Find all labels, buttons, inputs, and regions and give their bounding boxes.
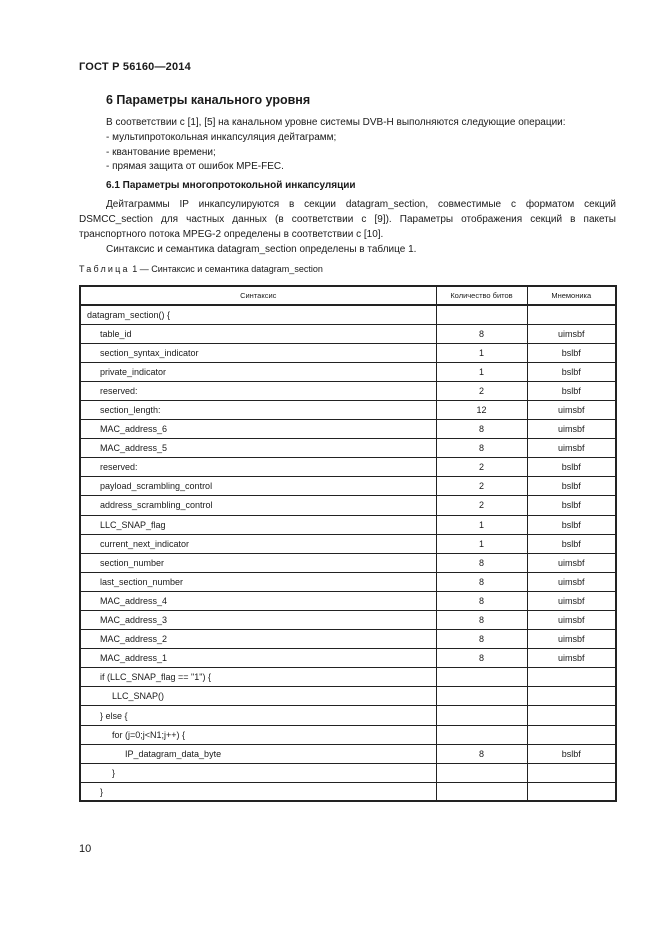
page-number: 10	[79, 843, 92, 855]
table-row	[80, 763, 616, 782]
mnemonic-cell: uimsbf	[527, 572, 616, 591]
table-row	[80, 572, 616, 591]
syntax-cell: datagram_section() {	[80, 305, 436, 324]
mnemonic-cell: bslbf	[527, 381, 616, 400]
bits-cell: 8	[436, 744, 527, 763]
bits-cell: 1	[436, 343, 527, 362]
syntax-cell: reserved:	[80, 458, 436, 477]
section-heading: 6 Параметры канального уровня	[106, 93, 311, 107]
standard-designation: ГОСТ Р 56160—2014	[79, 61, 191, 73]
bits-cell: 12	[436, 400, 527, 419]
bits-cell	[436, 687, 527, 706]
mnemonic-cell: bslbf	[527, 515, 616, 534]
syntax-cell: section_length:	[80, 400, 436, 419]
syntax-cell: MAC_address_6	[80, 420, 436, 439]
table-row	[80, 343, 616, 362]
mnemonic-cell	[527, 668, 616, 687]
table-row	[80, 725, 616, 744]
table-row	[80, 381, 616, 400]
syntax-cell: LLC_SNAP()	[80, 687, 436, 706]
bits-cell: 8	[436, 324, 527, 343]
subsection-body	[79, 197, 616, 257]
bits-cell: 8	[436, 649, 527, 668]
mnemonic-cell	[527, 763, 616, 782]
syntax-cell: } else {	[80, 706, 436, 725]
table-row	[80, 687, 616, 706]
mnemonic-cell: uimsbf	[527, 324, 616, 343]
mnemonic-cell: bslbf	[527, 744, 616, 763]
table-row	[80, 630, 616, 649]
table-caption-label: Таблица	[79, 264, 130, 274]
bits-cell: 1	[436, 362, 527, 381]
syntax-cell: address_scrambling_control	[80, 496, 436, 515]
table-row	[80, 591, 616, 610]
syntax-cell: current_next_indicator	[80, 534, 436, 553]
table-row	[80, 668, 616, 687]
bits-cell: 2	[436, 458, 527, 477]
paragraph: Синтаксис и семантика datagram_section определены в таблице 1.	[106, 244, 417, 255]
operations-list	[106, 130, 616, 174]
bits-cell: 8	[436, 553, 527, 572]
mnemonic-cell: uimsbf	[527, 649, 616, 668]
bits-cell: 8	[436, 611, 527, 630]
mnemonic-cell: bslbf	[527, 458, 616, 477]
table-row	[80, 649, 616, 668]
paragraph: Дейтаграммы IP инкапсулируются в секции datagram_section, совместимые с форматом секций DSMCC_section для частных данных (в соответствии с [9]). Параметры отображения секций в пакеты транспортного потока MPEG-2 определены в соответствии с [10].	[79, 199, 616, 240]
list-item: - прямая защита от ошибок MPE-FEC.	[106, 161, 284, 172]
column-header-mnemonic: Мнемоника	[527, 286, 616, 305]
subsection-heading: 6.1 Параметры многопротокольной инкапсуляции	[106, 180, 356, 191]
syntax-cell: }	[80, 782, 436, 801]
table-header-row	[80, 286, 616, 305]
syntax-cell: MAC_address_1	[80, 649, 436, 668]
bits-cell: 8	[436, 591, 527, 610]
mnemonic-cell: bslbf	[527, 496, 616, 515]
column-header-bits: Количество битов	[436, 286, 527, 305]
syntax-cell: MAC_address_4	[80, 591, 436, 610]
table-row	[80, 782, 616, 801]
bits-cell: 8	[436, 572, 527, 591]
syntax-cell: if (LLC_SNAP_flag == "1") {	[80, 668, 436, 687]
table-row	[80, 534, 616, 553]
table-row	[80, 515, 616, 534]
syntax-cell: MAC_address_5	[80, 439, 436, 458]
mnemonic-cell	[527, 725, 616, 744]
table-caption	[79, 264, 323, 274]
syntax-cell: reserved:	[80, 381, 436, 400]
list-item: - мультипротокольная инкапсуляция дейтаграмм;	[106, 132, 337, 143]
mnemonic-cell: uimsbf	[527, 591, 616, 610]
bits-cell: 8	[436, 420, 527, 439]
syntax-cell: private_indicator	[80, 362, 436, 381]
syntax-cell: MAC_address_2	[80, 630, 436, 649]
mnemonic-cell	[527, 782, 616, 801]
table-body	[80, 305, 616, 801]
bits-cell: 2	[436, 477, 527, 496]
syntax-cell: last_section_number	[80, 572, 436, 591]
table-row	[80, 439, 616, 458]
section-intro: В соответствии с [1], [5] на канальном уровне системы DVB-H выполняются следующие операции:	[106, 117, 566, 128]
table-row	[80, 553, 616, 572]
table-row	[80, 706, 616, 725]
syntax-cell: table_id	[80, 324, 436, 343]
syntax-cell: MAC_address_3	[80, 611, 436, 630]
bits-cell: 8	[436, 439, 527, 458]
bits-cell: 8	[436, 630, 527, 649]
mnemonic-cell: uimsbf	[527, 630, 616, 649]
mnemonic-cell: bslbf	[527, 534, 616, 553]
mnemonic-cell: uimsbf	[527, 611, 616, 630]
syntax-cell: section_syntax_indicator	[80, 343, 436, 362]
bits-cell: 2	[436, 381, 527, 400]
mnemonic-cell	[527, 706, 616, 725]
syntax-cell: LLC_SNAP_flag	[80, 515, 436, 534]
bits-cell: 2	[436, 496, 527, 515]
mnemonic-cell	[527, 305, 616, 324]
syntax-table	[79, 285, 617, 802]
mnemonic-cell: bslbf	[527, 343, 616, 362]
table-row	[80, 324, 616, 343]
bits-cell	[436, 725, 527, 744]
column-header-syntax: Синтаксис	[80, 286, 436, 305]
table-row	[80, 305, 616, 324]
bits-cell	[436, 305, 527, 324]
syntax-cell: for (j=0;j<N1;j++) {	[80, 725, 436, 744]
table-caption-text: 1 — Синтаксис и семантика datagram_section	[129, 264, 323, 274]
table-row	[80, 400, 616, 419]
table-row	[80, 744, 616, 763]
bits-cell: 1	[436, 515, 527, 534]
bits-cell	[436, 763, 527, 782]
list-item: - квантование времени;	[106, 146, 216, 158]
table-row	[80, 496, 616, 515]
syntax-cell: section_number	[80, 553, 436, 572]
mnemonic-cell: uimsbf	[527, 420, 616, 439]
bits-cell	[436, 668, 527, 687]
table-row	[80, 477, 616, 496]
table-row	[80, 420, 616, 439]
mnemonic-cell: bslbf	[527, 477, 616, 496]
mnemonic-cell: uimsbf	[527, 400, 616, 419]
syntax-cell: }	[80, 763, 436, 782]
syntax-cell: payload_scrambling_control	[80, 477, 436, 496]
mnemonic-cell: uimsbf	[527, 553, 616, 572]
mnemonic-cell	[527, 687, 616, 706]
bits-cell	[436, 782, 527, 801]
bits-cell: 1	[436, 534, 527, 553]
table-row	[80, 611, 616, 630]
syntax-cell: IP_datagram_data_byte	[80, 744, 436, 763]
mnemonic-cell: bslbf	[527, 362, 616, 381]
mnemonic-cell: uimsbf	[527, 439, 616, 458]
table-row	[80, 458, 616, 477]
bits-cell	[436, 706, 527, 725]
table-row	[80, 362, 616, 381]
